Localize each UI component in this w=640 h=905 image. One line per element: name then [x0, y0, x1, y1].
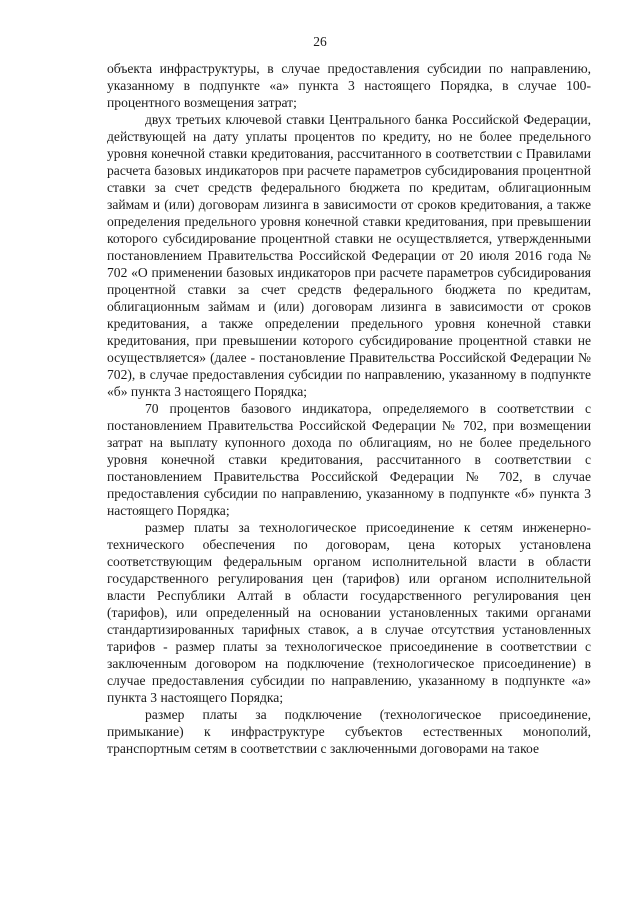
paragraph-base-indicator: 70 процентов базового индикатора, определяемого в соответствии с постановлением Правительства Российской Федерации № 702, при возмещении затрат на выплату купонного дохода по облигациям, но не более предельного уровня конечной ставки кредитования, рассчитанного в соответствии с постановлением Правительства Российской Федерации № 702, в случае предоставления субсидии по направлению, указанному в подпункте «б» пункта 3 настоящего Порядка;	[107, 401, 591, 518]
page-number: 26	[313, 34, 327, 49]
paragraph-technological-connection: размер платы за технологическое присоединение к сетям инженерно-технического обеспечения по договорам, цена которых установлена соответствующим федеральным органом исполнительной власти в области государственного регулирования цен (тарифов) или органом исполнительной власти Республики Алтай в области государственного регулирования цен (тарифов), или определенный на основании установленных такими органами стандартизированных тарифных ставок, а в случае отсутствия установленных тарифов - размер платы за технологическое присоединение в соответствии с заключенным договором на подключение (технологическое присоединение) в случае предоставления субсидии по направлению, указанному в подпункте «а» пункта 3 настоящего Порядка;	[107, 520, 591, 705]
document-body	[107, 60, 591, 757]
paragraph-key-rate: двух третьих ключевой ставки Центрального банка Российской Федерации, действующей на дату уплаты процентов по кредиту, но не более предельного уровня конечной ставки кредитования, рассчитанного в соответствии с Правилами расчета базовых индикаторов при расчете параметров субсидирования процентной ставки за счет средств федерального бюджета по кредитам, облигационным займам и (или) договорам лизинга в зависимости от сроков кредитования, а также определения предельного уровня конечной ставки кредитования, при превышении которого субсидирование процентной ставки не осуществляется, утвержденными постановлением Правительства Российской Федерации от 20 июля 2016 года № 702 «О применении базовых индикаторов при расчете параметров субсидирования процентной ставки за счет средств федерального бюджета по кредитам, облигационным займам и (или) договорам лизинга в зависимости от сроков кредитования, а также определении предельного уровня конечной ставки кредитования, при превышении которого субсидирование процентной ставки не осуществляется» (далее - постановление Правительства Российской Федерации № 702), в случае предоставления субсидии по направлению, указанному в подпункте «б» пункта 3 настоящего Порядка;	[107, 112, 591, 399]
paragraph-natural-monopolies: размер платы за подключение (технологическое присоединение, примыкание) к инфраструктуре субъектов естественных монополий, транспортным сетям в соответствии с заключенными договорами на такое	[107, 707, 591, 756]
paragraph-continuation: объекта инфраструктуры, в случае предоставления субсидии по направлению, указанному в подпункте «а» пункта 3 настоящего Порядка, в случае 100-процентного возмещения затрат;	[107, 61, 591, 110]
